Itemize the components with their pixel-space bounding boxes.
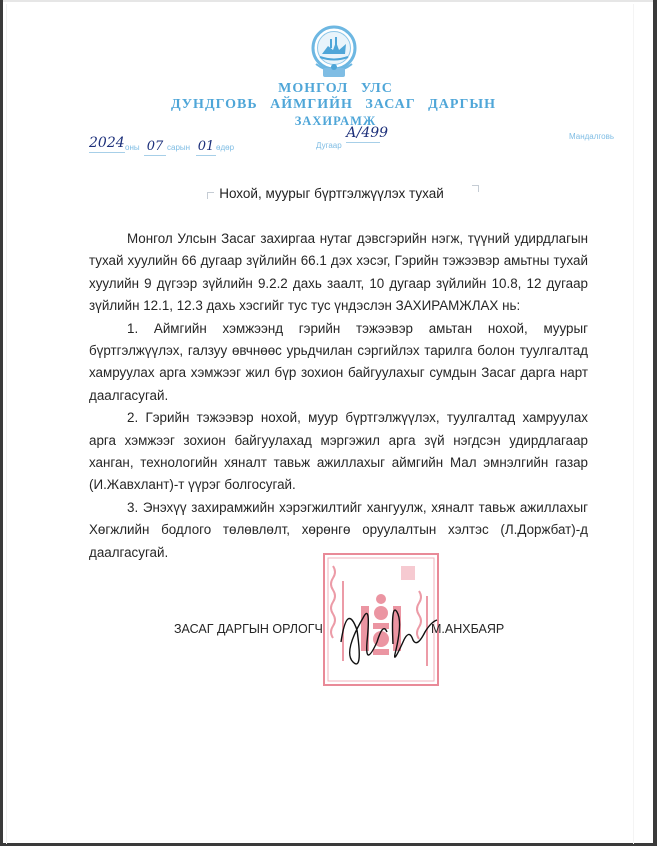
document-page [3, 0, 653, 843]
place-label: Мандалговь [569, 132, 615, 141]
document-title [3, 185, 657, 203]
scan-edge-left [6, 4, 7, 844]
scan-edge-right [633, 4, 634, 844]
document-body [89, 228, 588, 564]
document-number-value: А/499 [346, 125, 389, 141]
date-year-value: 2024 [89, 135, 125, 151]
number-label: Дугаар [316, 141, 342, 150]
date-year-field [89, 134, 125, 153]
header-authority: ДУНДГОВЬ АЙМГИЙН ЗАСАГ ДАРГЫН [170, 97, 496, 112]
document-number-field [346, 124, 389, 143]
order-item-3: 3. Энэхүү захирамжийн хэрэгжилтийг хангуулж, хяналт тавьж ажиллахыг Хөгжлийн бодлого төлөвлөлт, хөрөнгө оруулалтын хэлтэс (Л.Доржбат)-д даалгасугай. [89, 499, 588, 560]
mongolia-state-emblem-icon [308, 24, 360, 84]
header-doc-type: ЗАХИРАМЖ [294, 114, 377, 128]
handwritten-signature-icon [333, 582, 443, 682]
date-day-field [196, 137, 216, 156]
document-title-text: Нохой, муурыг бүртгэлжүүлэх тухай [219, 186, 444, 201]
day-label: өдөр [216, 143, 235, 152]
signatory-title: ЗАСАГ ДАРГЫН ОРЛОГЧ [174, 622, 323, 636]
order-item-1: 1. Аймгийн хэмжээнд гэрийн тэжээвэр амьтан нохой, муурыг бүртгэлжүүлэх, галзуу өвчнөөс урьдчилан сэргийлэх тарилга болон туулгалтад хамруулах арга хэмжээг жил бүр зохион байгуулахыг сумдын Засаг дарга нарт даалгасугай. [89, 320, 588, 403]
year-label: оны [125, 143, 140, 152]
date-month-field [144, 137, 166, 156]
order-item-2: 2. Гэрийн тэжээвэр нохой, муур бүртгэлжүүлэх, туулгалтад хамруулах арга хэмжээг зохион байгуулахад мэргэжил арга зүй нэгдсэн удирдлагаар ханган, технологийн хяналт тавьж ажиллахыг аймгийн Мал эмнэлгийн газар (И.Жавхлант)-т үүрэг болгосугай. [89, 410, 588, 493]
header-country: МОНГОЛ УЛС [278, 81, 393, 96]
signatory-name: М.АНХБАЯР [431, 622, 505, 636]
date-month-value: 07 [146, 139, 164, 154]
month-label: сарын [167, 143, 191, 152]
preamble-paragraph: Монгол Улсын Засаг захиргаа нутаг дэвсгэрийн нэгж, түүний удирдлагын тухай хуулийн 66 дугаар зүйлийн 66.1 дэх хэсэг, Гэрийн тэжээвэр амьтны тухай хуулийн 9 дүгээр зүйлийн 9.2.2 дахь заалт, 10 дугаар зүйлийн 10.8, 12 дугаар зүйлийн 12.1, 12.3 дахь хэсгийг тус тус үндэслэн ЗАХИРАМЖЛАХ нь: [89, 231, 588, 314]
date-day-value: 01 [197, 139, 215, 154]
